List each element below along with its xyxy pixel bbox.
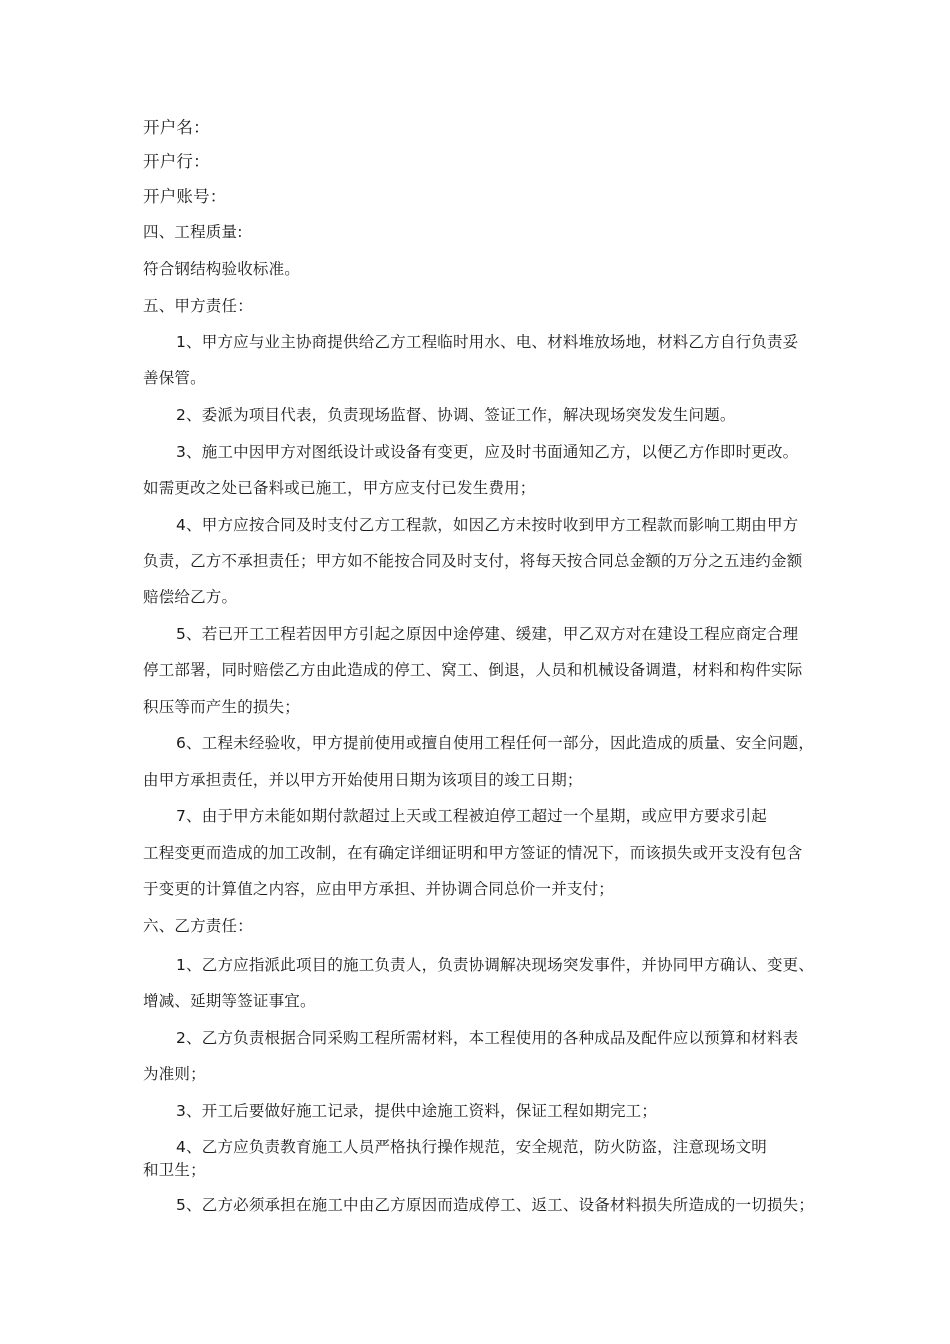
section5-item6-line2: 由甲方承担责任，并以甲方开始使用日期为该项目的竣工日期； [143,771,583,789]
section4-heading: 四、工程质量: [143,223,243,241]
section5-item4-line2: 负责，乙方不承担责任；甲方如不能按合同及时支付，将每天按合同总金额的万分之五违约金额 [143,552,803,570]
section6-item3-line1: 3、开工后要做好施工记录，提供中途施工资料，保证工程如期完工； [176,1102,658,1120]
account-name-label: 开户名： [143,118,210,137]
section6-item5-line1: 5、乙方必须承担在施工中由乙方原因而造成停工、返工、设备材料损失所造成的一切损失； [176,1196,815,1214]
section5-item1-line2: 善保管。 [143,369,206,387]
section6-item4-line2: 和卫生； [143,1161,206,1179]
section5-item5-line2: 停工部署，同时赔偿乙方由此造成的停工、窝工、倒退，人员和机械设备调遣，材料和构件实际 [143,661,803,679]
section5-item4-line1: 4、甲方应按合同及时支付乙方工程款，如因乙方未按时收到甲方工程款而影响工期由甲方 [176,516,799,534]
section6-heading: 六、乙方责任： [143,917,253,935]
section6-item1-line1: 1、乙方应指派此项目的施工负责人，负责协调解决现场突发事件，并协同甲方确认、变更、 [176,956,815,974]
section5-item5-line3: 积压等而产生的损失； [143,698,301,716]
section5-item4-line3: 赔偿给乙方。 [143,588,238,606]
section4-body: 符合钢结构验收标准。 [143,260,301,278]
section5-item3-line1: 3、施工中因甲方对图纸设计或设备有变更，应及时书面通知乙方，以便乙方作即时更改。 [176,443,799,461]
section5-item7-line3: 于变更的计算值之内容，应由甲方承担、并协调合同总价一并支付； [143,880,615,898]
section5-item1-line1: 1、甲方应与业主协商提供给乙方工程临时用水、电、材料堆放场地，材料乙方自行负责妥 [176,333,799,351]
section5-item3-line2: 如需更改之处已备料或已施工，甲方应支付已发生费用； [143,479,536,497]
account-number-label: 开户账号： [143,187,227,206]
section5-item5-line1: 5、若已开工工程若因甲方引起之原因中途停建、缓建，甲乙双方对在建设工程应商定合理 [176,625,799,643]
section5-item2-line1: 2、委派为项目代表，负责现场监督、协调、签证工作，解决现场突发发生问题。 [176,406,736,424]
section5-item7-line2: 工程变更而造成的加工改制，在有确定详细证明和甲方签证的情况下，而该损失或开支没有包含 [143,844,803,862]
section6-item4-line1: 4、乙方应负责教育施工人员严格执行操作规范，安全规范，防火防盗，注意现场文明 [176,1138,767,1156]
section5-heading: 五、甲方责任： [143,297,253,315]
section6-item2-line1: 2、乙方负责根据合同采购工程所需材料，本工程使用的各种成品及配件应以预算和材料表 [176,1029,799,1047]
section5-item7-line1: 7、由于甲方未能如期付款超过上天或工程被迫停工超过一个星期，或应甲方要求引起 [176,807,767,825]
section6-item1-line2: 增减、延期等签证事宜。 [143,992,316,1010]
account-bank-label: 开户行： [143,152,210,171]
section6-item2-line2: 为准则； [143,1065,206,1083]
section5-item6-line1: 6、工程未经验收，甲方提前使用或擅自使用工程任何一部分，因此造成的质量、安全问题， [176,734,815,752]
